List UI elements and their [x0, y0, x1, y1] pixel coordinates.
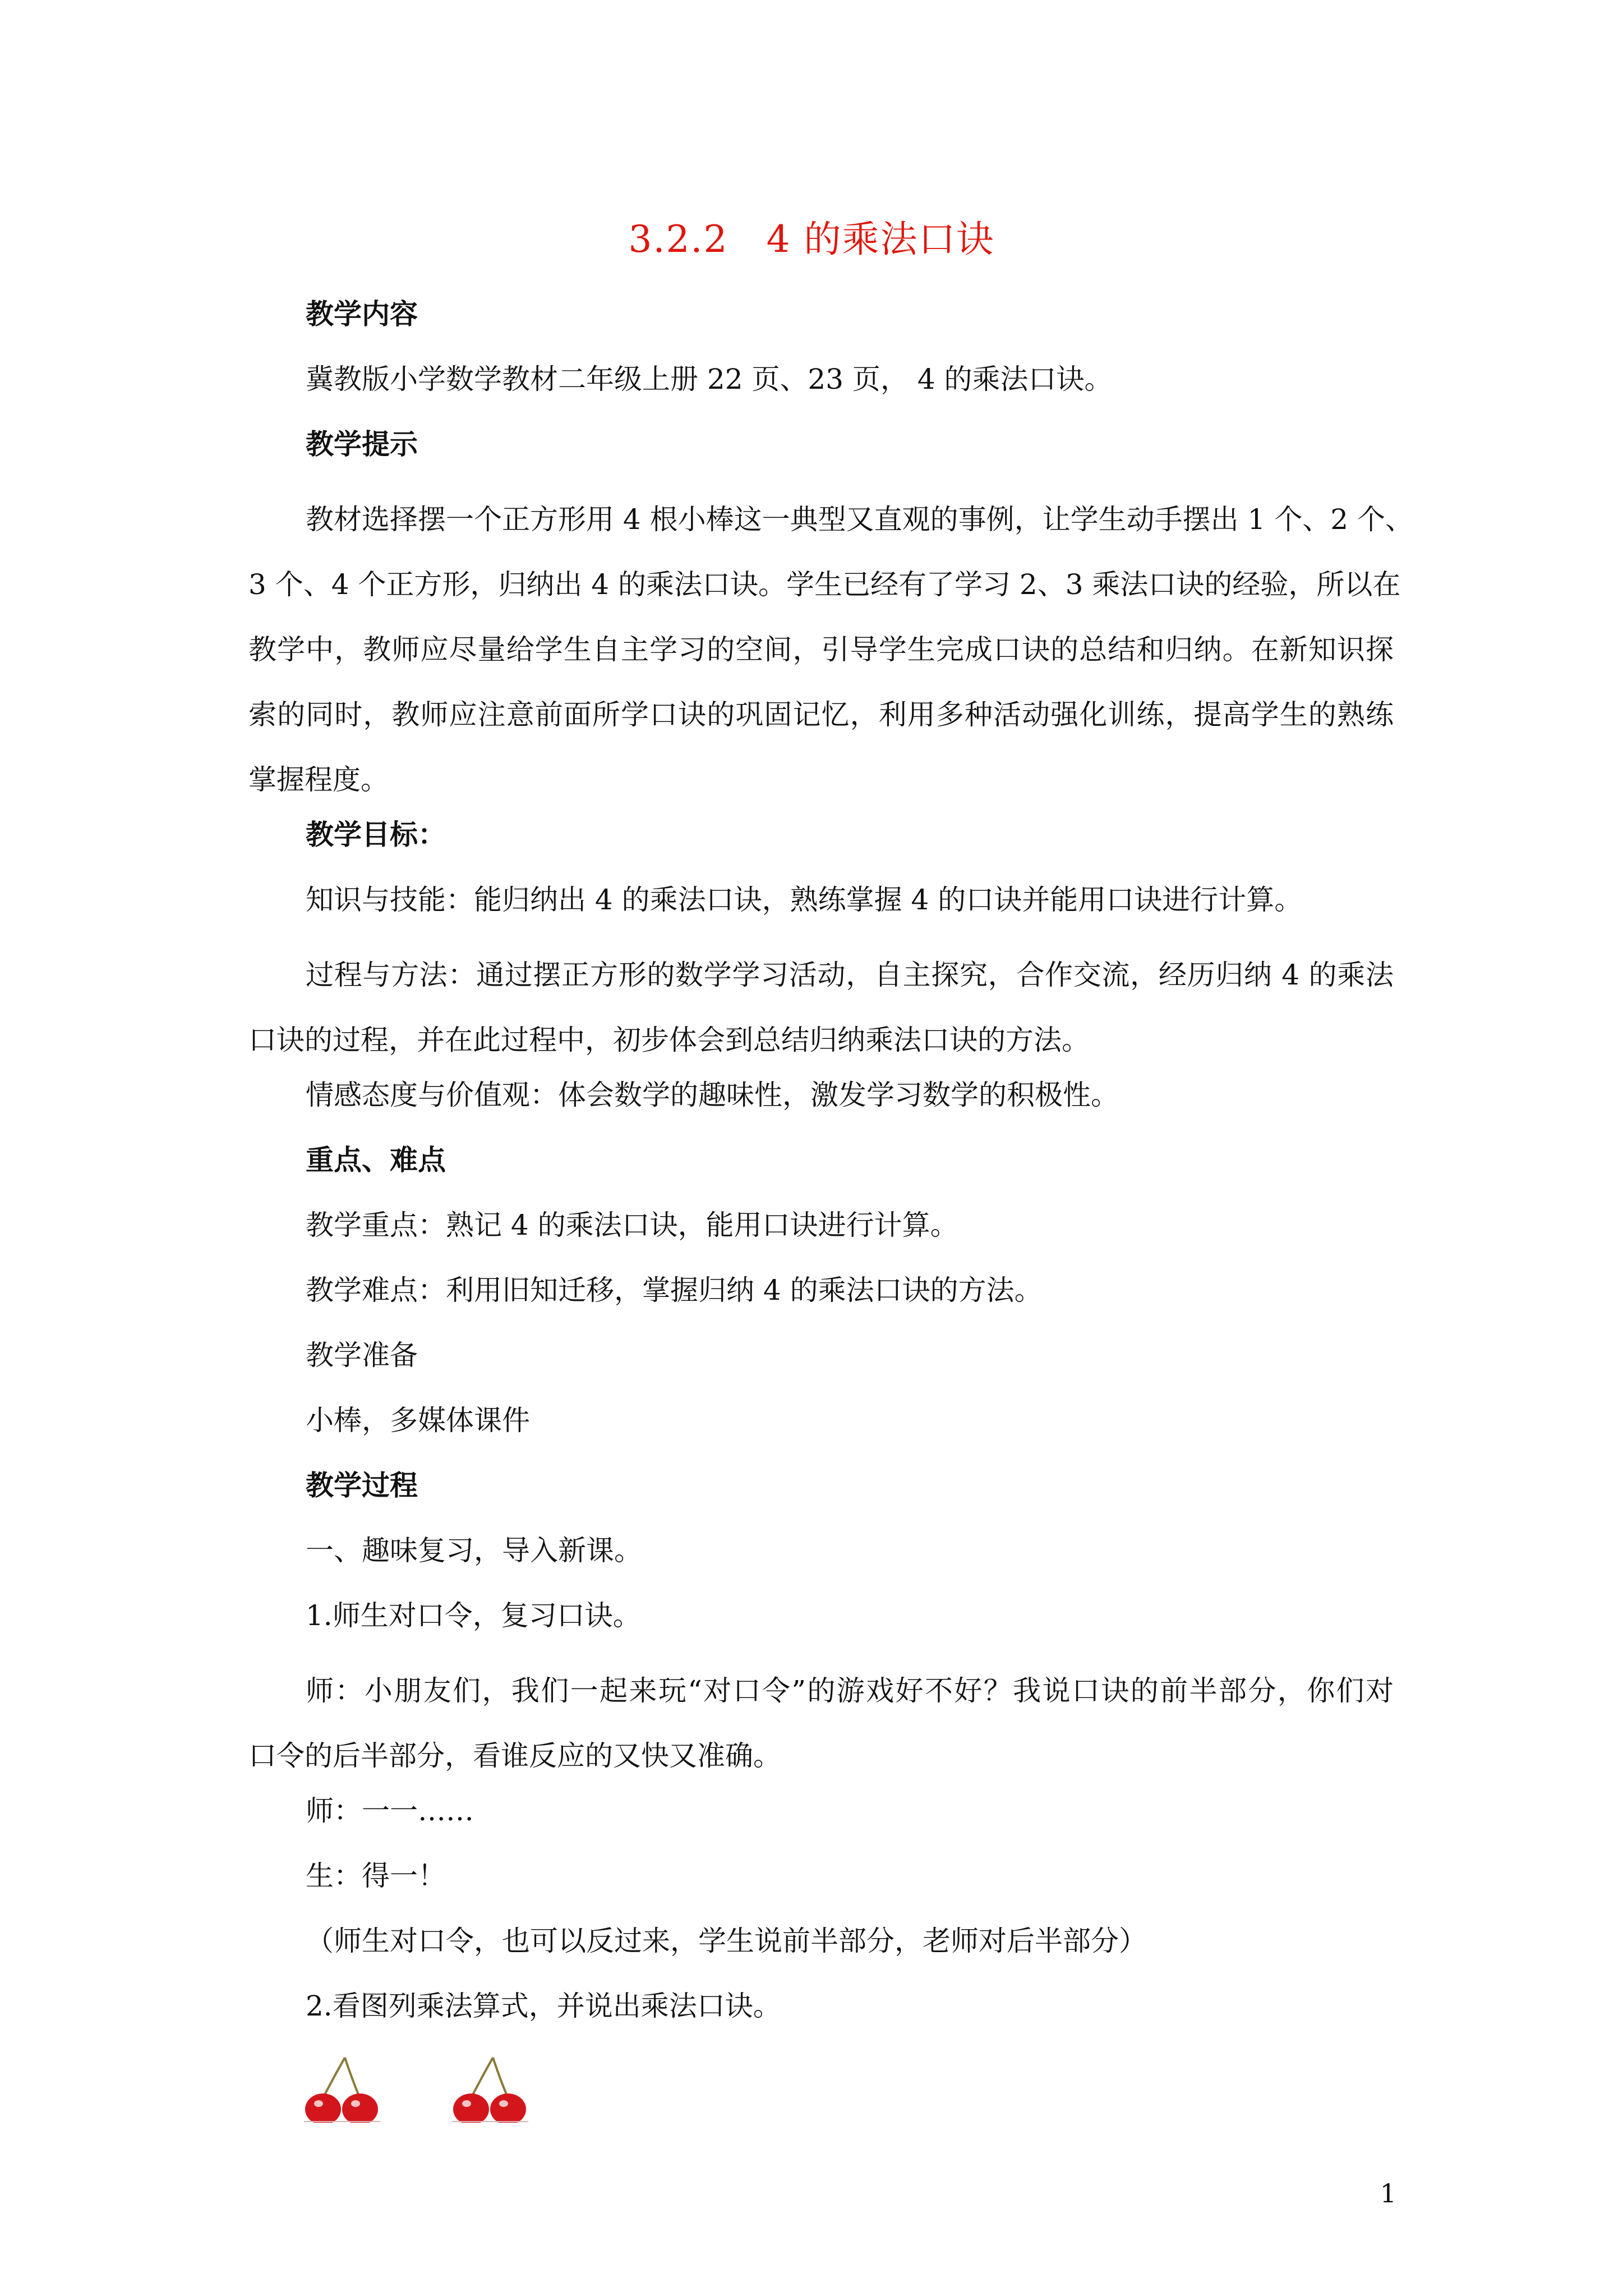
step-1-2: 2.看图列乘法算式，并说出乘法口诀。: [306, 1990, 781, 2022]
goals-heading: 教学目标：: [306, 818, 446, 851]
content-text: 冀教版小学数学教材二年级上册 22 页、23 页， 4 的乘法口诀。: [306, 363, 1113, 395]
difficult-point: 教学难点：利用旧知迁移，掌握归纳 4 的乘法口诀的方法。: [306, 1274, 1043, 1306]
goal-process-paragraph: [248, 942, 1394, 1073]
step-1-1: 1.师生对口令，复习口诀。: [306, 1599, 641, 1632]
goal-emotion: 情感态度与价值观：体会数学的趣味性，激发学习数学的积极性。: [306, 1079, 1119, 1111]
goal-knowledge: 知识与技能：能归纳出 4 的乘法口诀，熟练掌握 4 的口诀并能用口诀进行计算。: [306, 884, 1303, 916]
teacher-intro-line-2: 口令的后半部分，看谁反应的又快又准确。: [248, 1740, 781, 1772]
step-1: 一、趣味复习，导入新课。: [306, 1534, 642, 1567]
cherry-illustration: [297, 2055, 555, 2123]
goal-process-line-2: 口诀的过程，并在此过程中，初步体会到总结归纳乘法口诀的方法。: [248, 1024, 1090, 1056]
key-heading: 重点、难点: [306, 1143, 446, 1176]
key-point: 教学重点：熟记 4 的乘法口诀，能用口诀进行计算。: [306, 1209, 958, 1241]
cherry-pair-icon: [297, 2055, 387, 2123]
hint-line-4: 索的同时，教师应注意前面所学口诀的巩固记忆，利用多种活动强化训练，提高学生的熟练: [248, 698, 1394, 731]
page-title: 3.2.2 4 的乘法口诀: [628, 218, 995, 261]
note-line: （师生对口令，也可以反过来，学生说前半部分，老师对后半部分）: [306, 1925, 1147, 1957]
student-line: 生：得一！: [306, 1860, 446, 1892]
prep-text: 小棒，多媒体课件: [306, 1404, 530, 1437]
process-heading: 教学过程: [306, 1469, 418, 1502]
hint-line-5: 掌握程度。: [248, 763, 389, 796]
hint-paragraph: [248, 487, 1413, 812]
prep-heading: 教学准备: [306, 1339, 418, 1372]
content-heading: 教学内容: [306, 297, 418, 330]
teacher-intro-paragraph: [248, 1658, 1394, 1788]
teacher-line: 师：一一……: [306, 1795, 474, 1827]
hint-heading: 教学提示: [306, 427, 418, 461]
page-number: 1: [1380, 2178, 1396, 2208]
cherry-pair-icon: [445, 2055, 535, 2123]
goal-process-line-1: 过程与方法：通过摆正方形的数学学习活动，自主探究，合作交流，经历归纳 4 的乘法: [306, 959, 1394, 991]
hint-line-2: 3 个、4 个正方形，归纳出 4 的乘法口诀。学生已经有了学习 2、3 乘法口诀的经验，所以在: [248, 568, 1401, 601]
hint-line-3: 教学中，教师应尽量给学生自主学习的空间，引导学生完成口诀的总结和归纳。在新知识探: [248, 633, 1394, 666]
teacher-intro-line-1: 师：小朋友们，我们一起来玩“对口令”的游戏好不好？我说口诀的前半部分，你们对: [306, 1674, 1394, 1707]
hint-line-1: 教材选择摆一个正方形用 4 根小棒这一典型又直观的事例，让学生动手摆出 1 个、2 个、: [306, 503, 1413, 536]
